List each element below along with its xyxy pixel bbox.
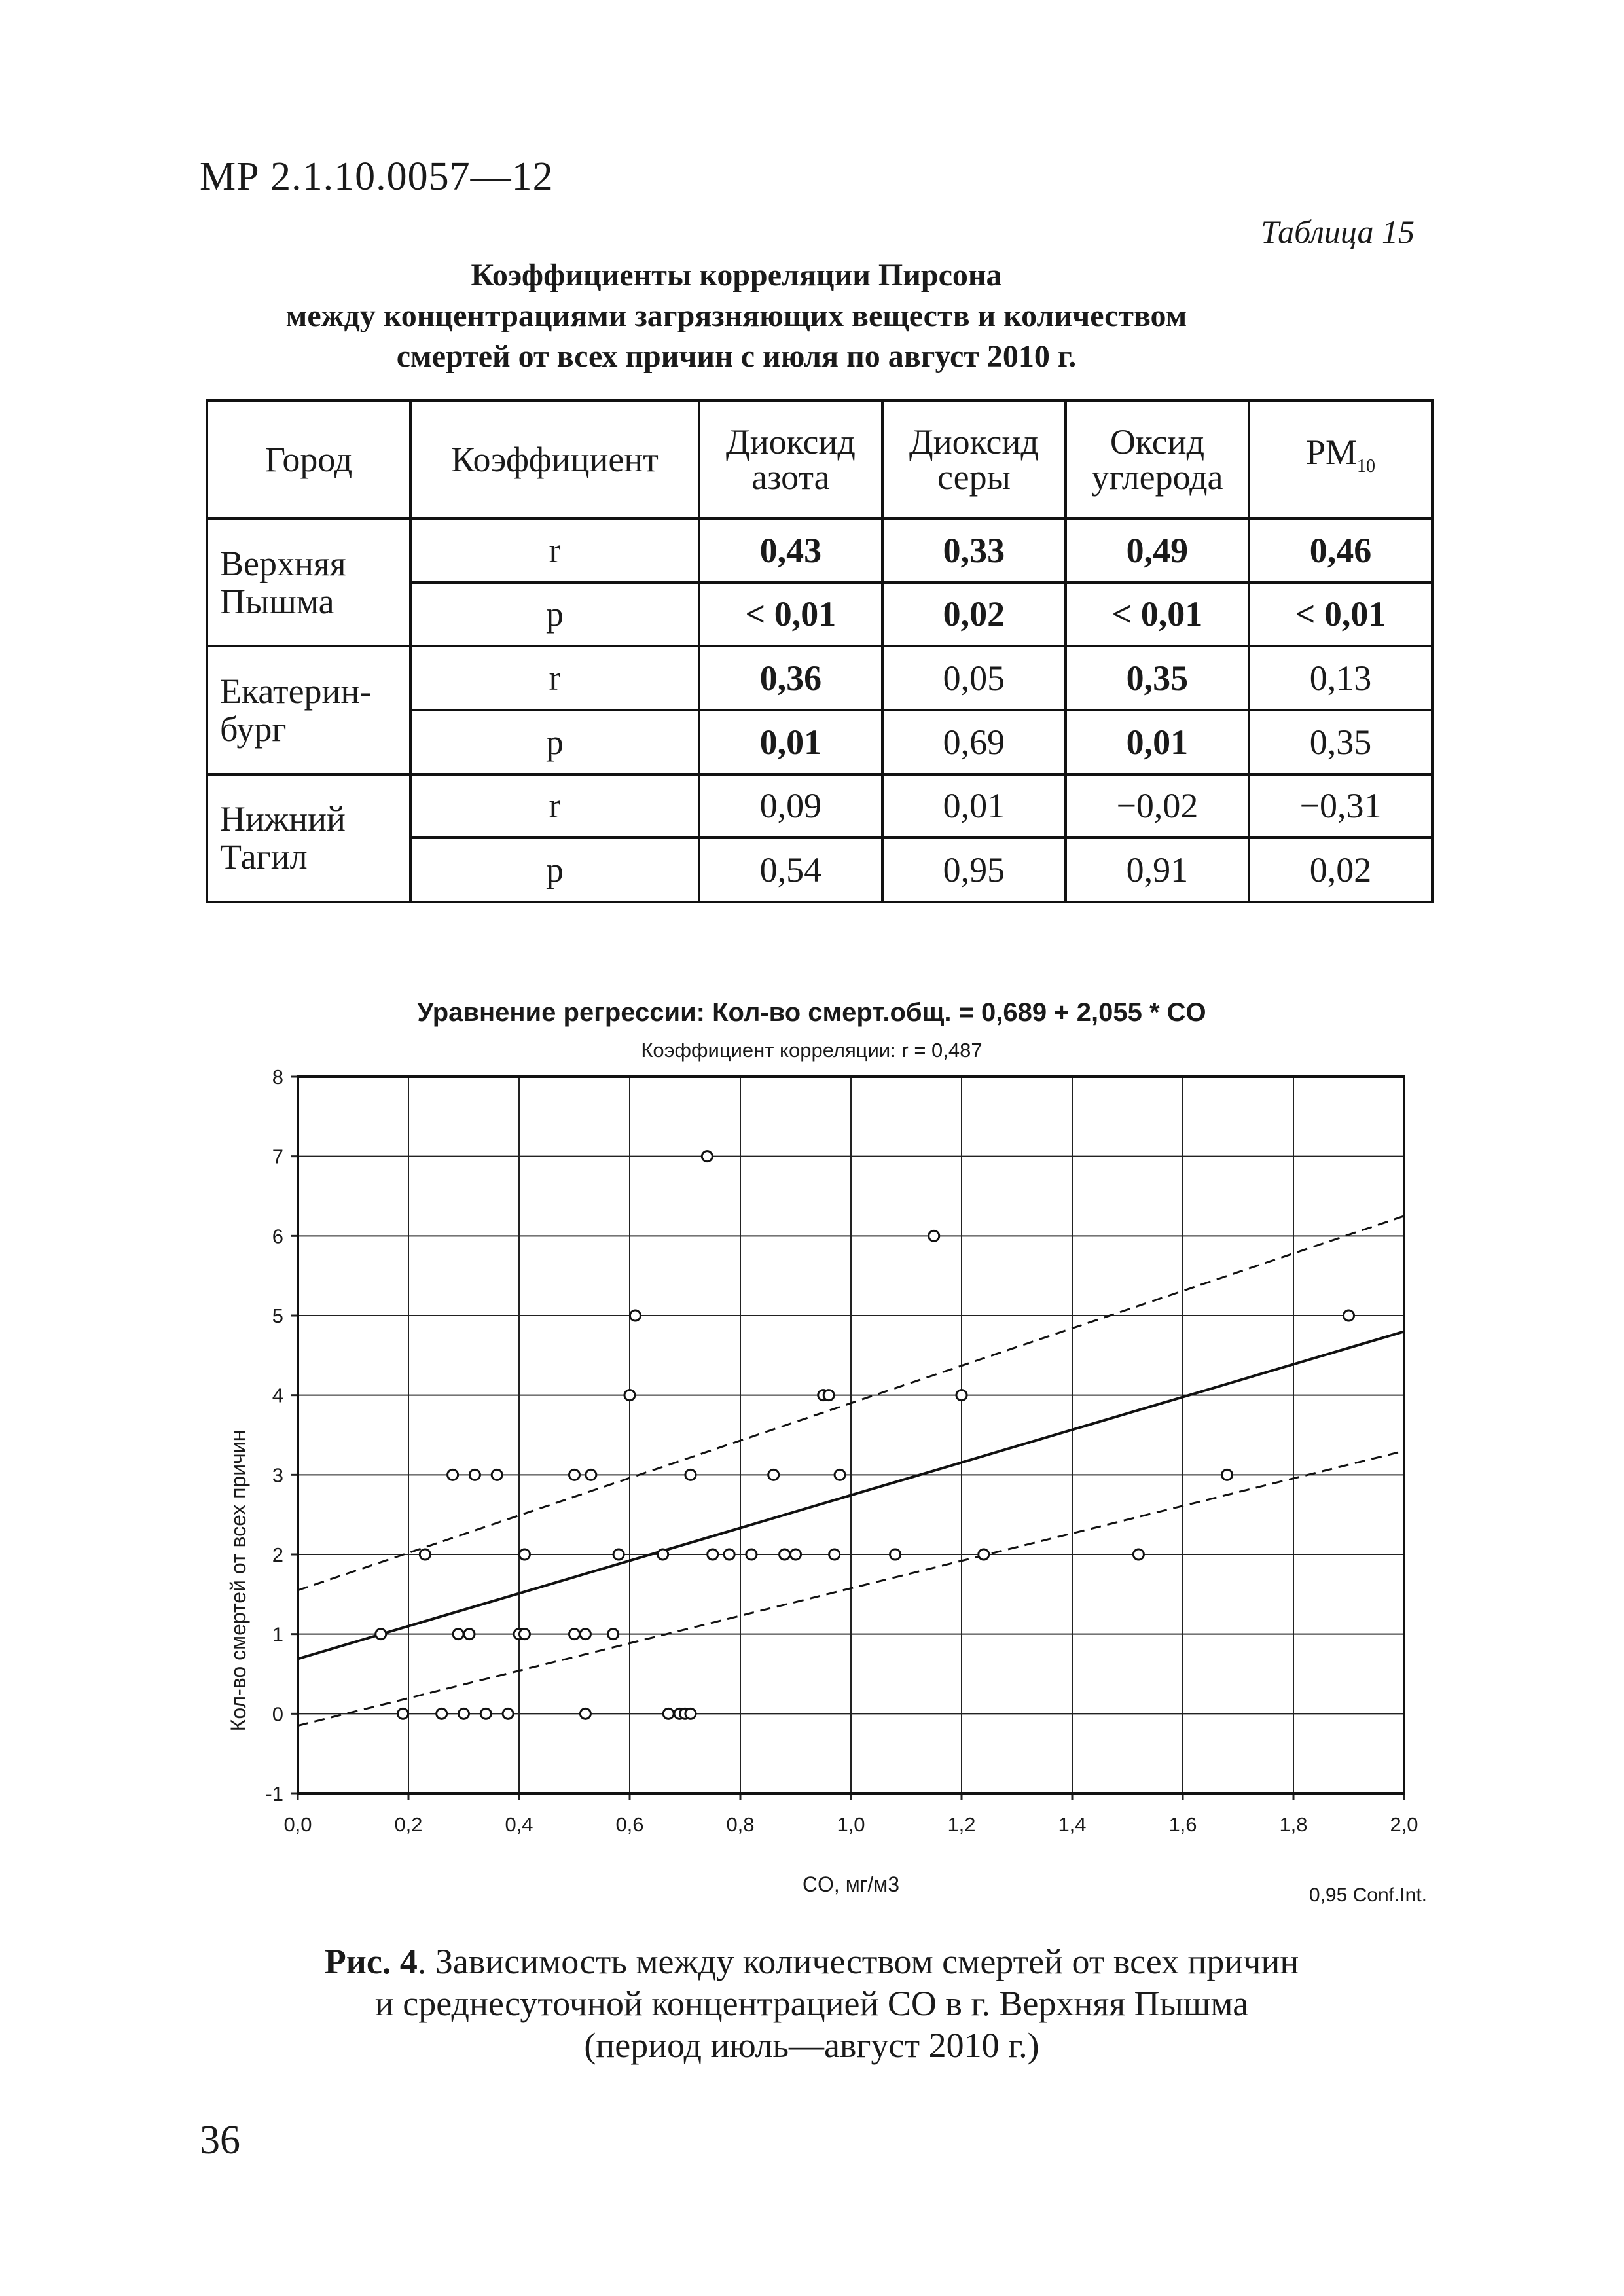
y-tick-label: -1 bbox=[265, 1782, 283, 1805]
data-point bbox=[459, 1708, 469, 1719]
table-title bbox=[196, 255, 1276, 377]
data-point bbox=[979, 1549, 989, 1560]
figure-caption bbox=[196, 1941, 1427, 2066]
legend-conf-int: 0,95 Conf.Int. bbox=[1308, 1884, 1427, 1906]
table-row bbox=[207, 518, 1432, 583]
data-point bbox=[503, 1708, 513, 1719]
x-tick-label: 1,2 bbox=[947, 1813, 976, 1836]
header-so2: Диоксид серы bbox=[882, 401, 1066, 518]
data-point bbox=[519, 1629, 530, 1640]
value-cell: 0,49 bbox=[1066, 518, 1249, 583]
value-cell: 0,05 bbox=[882, 646, 1066, 710]
header-pm10 bbox=[1249, 401, 1432, 518]
data-point bbox=[624, 1390, 635, 1401]
value-cell: 0,02 bbox=[1249, 838, 1432, 902]
x-tick-label: 1,0 bbox=[837, 1813, 865, 1836]
data-point bbox=[780, 1549, 790, 1560]
header-coefficient: Коэффициент bbox=[410, 401, 699, 518]
value-cell: 0,46 bbox=[1249, 518, 1432, 583]
x-tick-label: 0,2 bbox=[394, 1813, 423, 1836]
value-cell: 0,36 bbox=[699, 646, 882, 710]
table-title-line: Коэффициенты корреляции Пирсона bbox=[471, 258, 1002, 293]
data-point bbox=[630, 1310, 640, 1321]
data-point bbox=[685, 1469, 696, 1480]
data-point bbox=[376, 1629, 386, 1640]
data-point bbox=[420, 1549, 430, 1560]
y-tick-label: 5 bbox=[272, 1304, 283, 1327]
data-point bbox=[685, 1708, 696, 1719]
value-cell: < 0,01 bbox=[699, 583, 882, 647]
header-co: Оксид углерода bbox=[1066, 401, 1249, 518]
data-point bbox=[663, 1708, 674, 1719]
x-tick-label: 0,6 bbox=[615, 1813, 644, 1836]
caption-label: Рис. 4 bbox=[324, 1942, 418, 1981]
caption-text: . Зависимость между количеством смертей от всех причин bbox=[417, 1942, 1299, 1981]
value-cell: 0,69 bbox=[882, 710, 1066, 774]
data-point bbox=[956, 1390, 967, 1401]
y-tick-label: 1 bbox=[272, 1623, 283, 1646]
value-cell: 0,09 bbox=[699, 774, 882, 838]
chart-svg bbox=[0, 969, 1624, 1918]
value-cell: 0,95 bbox=[882, 838, 1066, 902]
value-cell: 0,01 bbox=[882, 774, 1066, 838]
table-title-line: смертей от всех причин с июля по август 2010 г. bbox=[396, 339, 1077, 374]
data-point bbox=[1133, 1549, 1144, 1560]
caption-line bbox=[196, 1941, 1427, 1982]
data-point bbox=[708, 1549, 718, 1560]
y-axis-label: Кол-во смертей от всех причин bbox=[226, 1429, 250, 1732]
data-point bbox=[492, 1469, 502, 1480]
data-point bbox=[448, 1469, 458, 1480]
x-axis-label: CO, мг/м3 bbox=[802, 1873, 900, 1896]
table-row bbox=[207, 646, 1432, 710]
value-cell: 0,01 bbox=[1066, 710, 1249, 774]
data-point bbox=[437, 1708, 447, 1719]
data-point bbox=[580, 1708, 590, 1719]
data-point bbox=[580, 1629, 590, 1640]
caption-line: (период июль—август 2010 г.) bbox=[584, 2026, 1039, 2065]
header-pm-subscript: 10 bbox=[1356, 456, 1375, 476]
y-tick-label: 2 bbox=[272, 1543, 283, 1566]
city-cell: Нижний Тагил bbox=[207, 774, 410, 902]
city-cell: Верхняя Пышма bbox=[207, 518, 410, 646]
coef-cell: r bbox=[410, 646, 699, 710]
data-point bbox=[768, 1469, 779, 1480]
value-cell: < 0,01 bbox=[1066, 583, 1249, 647]
header-pm: PM bbox=[1305, 433, 1357, 473]
header-city: Город bbox=[207, 401, 410, 518]
page-number: 36 bbox=[200, 2118, 240, 2162]
data-point bbox=[1344, 1310, 1354, 1321]
value-cell: 0,33 bbox=[882, 518, 1066, 583]
data-point bbox=[929, 1230, 939, 1241]
y-tick-label: 3 bbox=[272, 1463, 283, 1487]
x-tick-label: 1,4 bbox=[1058, 1813, 1087, 1836]
data-point bbox=[1222, 1469, 1233, 1480]
data-point bbox=[835, 1469, 845, 1480]
coef-cell: p bbox=[410, 583, 699, 647]
data-point bbox=[586, 1469, 596, 1480]
data-point bbox=[702, 1151, 712, 1162]
coef-cell: p bbox=[410, 710, 699, 774]
table-header-row bbox=[207, 401, 1432, 518]
x-tick-label: 1,6 bbox=[1168, 1813, 1197, 1836]
data-point bbox=[569, 1629, 580, 1640]
value-cell: 0,43 bbox=[699, 518, 882, 583]
table-title-line: между концентрациями загрязняющих веществ и количеством bbox=[285, 298, 1187, 333]
value-cell: < 0,01 bbox=[1249, 583, 1432, 647]
y-tick-label: 8 bbox=[272, 1066, 283, 1088]
coef-cell: p bbox=[410, 838, 699, 902]
data-point bbox=[658, 1549, 668, 1560]
value-cell: 0,35 bbox=[1066, 646, 1249, 710]
table-label: Таблица 15 bbox=[1261, 213, 1415, 250]
scatter-chart bbox=[0, 969, 1624, 1918]
city-cell: Екатерин-бург bbox=[207, 646, 410, 774]
data-point bbox=[823, 1390, 834, 1401]
data-point bbox=[613, 1549, 624, 1560]
chart-title: Уравнение регрессии: Кол-во смерт.общ. = 0,689 + 2,055 * CO bbox=[417, 998, 1206, 1027]
x-tick-label: 0,4 bbox=[505, 1813, 533, 1836]
data-point bbox=[569, 1469, 580, 1480]
y-tick-label: 6 bbox=[272, 1225, 283, 1248]
data-point bbox=[519, 1549, 530, 1560]
value-cell: 0,13 bbox=[1249, 646, 1432, 710]
value-cell: −0,02 bbox=[1066, 774, 1249, 838]
data-point bbox=[791, 1549, 801, 1560]
coef-cell: r bbox=[410, 518, 699, 583]
y-tick-label: 4 bbox=[272, 1384, 283, 1407]
chart-subtitle: Коэффициент корреляции: r = 0,487 bbox=[641, 1039, 983, 1062]
x-tick-label: 0,0 bbox=[283, 1813, 312, 1836]
data-point bbox=[464, 1629, 475, 1640]
y-tick-label: 0 bbox=[272, 1702, 283, 1726]
caption-line: и среднесуточной концентрацией CO в г. Верхняя Пышма bbox=[374, 1984, 1249, 2023]
correlation-table bbox=[206, 399, 1434, 903]
document-code: МР 2.1.10.0057—12 bbox=[200, 154, 554, 199]
value-cell: 0,54 bbox=[699, 838, 882, 902]
coef-cell: r bbox=[410, 774, 699, 838]
value-cell: 0,91 bbox=[1066, 838, 1249, 902]
header-no2: Диоксид азота bbox=[699, 401, 882, 518]
value-cell: 0,01 bbox=[699, 710, 882, 774]
data-point bbox=[829, 1549, 840, 1560]
y-tick-label: 7 bbox=[272, 1145, 283, 1168]
data-point bbox=[890, 1549, 901, 1560]
value-cell: 0,02 bbox=[882, 583, 1066, 647]
data-point bbox=[453, 1629, 463, 1640]
x-tick-label: 0,8 bbox=[726, 1813, 755, 1836]
data-point bbox=[724, 1549, 734, 1560]
data-point bbox=[398, 1708, 408, 1719]
x-tick-label: 2,0 bbox=[1390, 1813, 1418, 1836]
data-point bbox=[746, 1549, 757, 1560]
value-cell: −0,31 bbox=[1249, 774, 1432, 838]
value-cell: 0,35 bbox=[1249, 710, 1432, 774]
data-point bbox=[469, 1469, 480, 1480]
x-tick-label: 1,8 bbox=[1279, 1813, 1308, 1836]
data-point bbox=[608, 1629, 619, 1640]
table-row bbox=[207, 774, 1432, 838]
data-point bbox=[480, 1708, 491, 1719]
